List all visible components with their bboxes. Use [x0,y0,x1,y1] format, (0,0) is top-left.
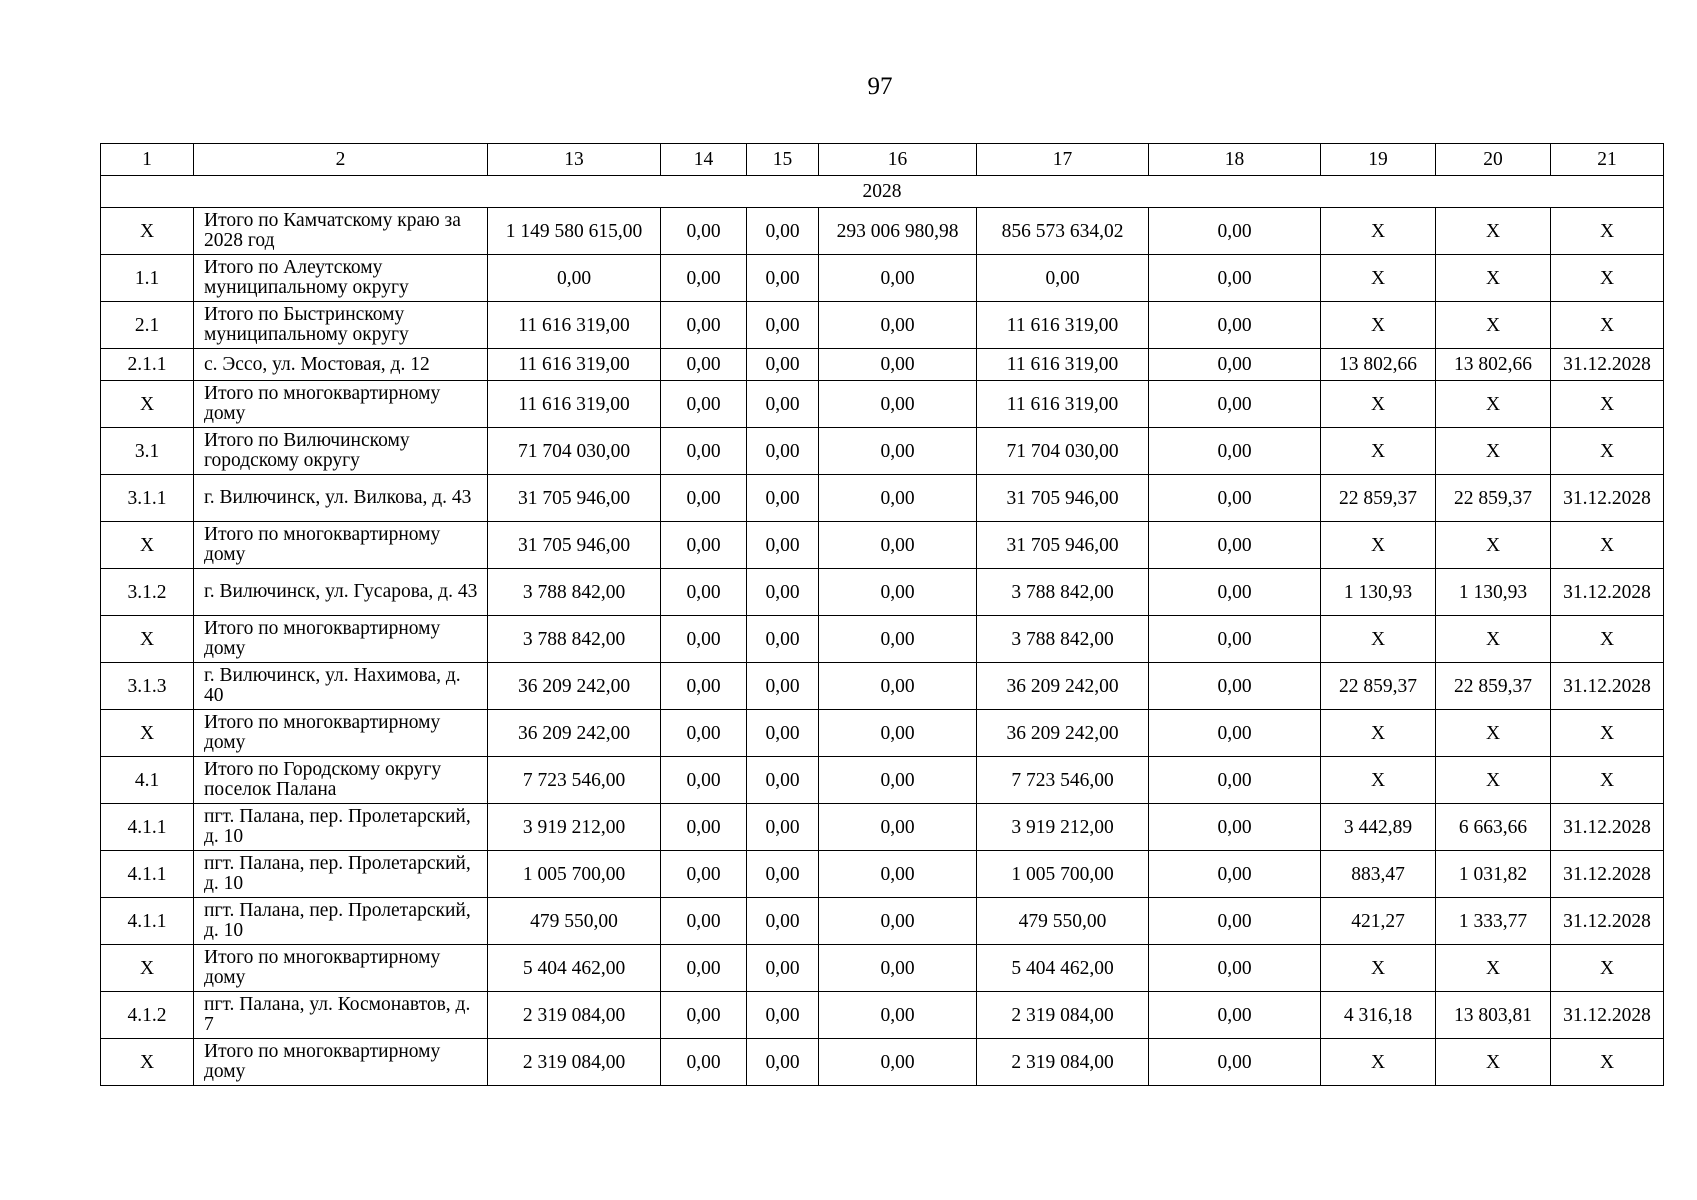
table-cell: 22 859,37 [1321,663,1436,710]
table-cell: 4 316,18 [1321,992,1436,1039]
table-cell: 0,00 [661,945,747,992]
table-cell: 11 616 319,00 [977,302,1149,349]
table-cell: 31.12.2028 [1551,475,1664,522]
name-cell: Итого по Быстринскому муниципальному округу [194,302,488,349]
table-cell: 0,00 [661,208,747,255]
table-cell: 0,00 [747,569,819,616]
table-cell: X [101,1039,194,1086]
table-cell: 0,00 [819,475,977,522]
column-header: 14 [661,144,747,176]
table-cell: 2 319 084,00 [488,992,661,1039]
table-row [101,663,1664,710]
table-cell: X [101,208,194,255]
column-header: 21 [1551,144,1664,176]
table-row [101,381,1664,428]
name-cell: Итого по многоквартирному дому [194,710,488,757]
column-header: 20 [1436,144,1551,176]
table-cell: 0,00 [747,349,819,381]
table-row [101,757,1664,804]
table-cell: 31.12.2028 [1551,569,1664,616]
table-cell: 31 705 946,00 [488,522,661,569]
table-cell: 0,00 [661,381,747,428]
table-cell: 1.1 [101,255,194,302]
table-cell: X [1436,1039,1551,1086]
table-cell: 1 031,82 [1436,851,1551,898]
table-cell: 0,00 [819,663,977,710]
name-cell: Итого по Городскому округу поселок Палана [194,757,488,804]
table-cell: X [1321,945,1436,992]
table-cell: 0,00 [661,569,747,616]
table-cell: 3 788 842,00 [488,569,661,616]
table-cell: 7 723 546,00 [977,757,1149,804]
table-cell: 0,00 [819,851,977,898]
table-cell: X [1551,522,1664,569]
name-cell: с. Эссо, ул. Мостовая, д. 12 [194,349,488,381]
table-cell: 0,00 [747,710,819,757]
table-cell: 5 404 462,00 [488,945,661,992]
table-cell: 6 663,66 [1436,804,1551,851]
table-cell: 13 803,81 [1436,992,1551,1039]
table-cell: X [1436,522,1551,569]
table-cell: X [1321,208,1436,255]
table-cell: 1 149 580 615,00 [488,208,661,255]
table-cell: 3 919 212,00 [977,804,1149,851]
table-cell: X [1551,381,1664,428]
table-cell: 3 919 212,00 [488,804,661,851]
table-cell: 1 130,93 [1436,569,1551,616]
table-cell: 1 005 700,00 [488,851,661,898]
table-row [101,898,1664,945]
column-header: 15 [747,144,819,176]
table-cell: X [1551,616,1664,663]
table-cell: 0,00 [747,616,819,663]
table-cell: 11 616 319,00 [977,381,1149,428]
table-row [101,616,1664,663]
table-cell: 0,00 [1149,945,1321,992]
table-cell: 0,00 [747,757,819,804]
table-cell: X [1436,208,1551,255]
table-cell: 22 859,37 [1436,475,1551,522]
name-cell: Итого по многоквартирному дому [194,522,488,569]
table-cell: 0,00 [819,616,977,663]
table-cell: 0,00 [819,992,977,1039]
table-cell: 0,00 [747,208,819,255]
table-cell: 31.12.2028 [1551,898,1664,945]
table-cell: 31 705 946,00 [488,475,661,522]
table-cell: 31 705 946,00 [977,475,1149,522]
table-cell: 0,00 [661,898,747,945]
name-cell: пгт. Палана, пер. Пролетарский, д. 10 [194,804,488,851]
table-cell: 13 802,66 [1321,349,1436,381]
table-cell: 883,47 [1321,851,1436,898]
table-cell: 293 006 980,98 [819,208,977,255]
table-cell: 22 859,37 [1321,475,1436,522]
table-row [101,569,1664,616]
table-cell: 421,27 [1321,898,1436,945]
table-row [101,302,1664,349]
table-cell: X [1321,428,1436,475]
name-cell: г. Вилючинск, ул. Нахимова, д. 40 [194,663,488,710]
table-cell: X [101,945,194,992]
table-cell: 36 209 242,00 [488,710,661,757]
table-cell: X [1551,302,1664,349]
table-cell: 0,00 [819,255,977,302]
table-cell: 0,00 [747,255,819,302]
table-cell: 0,00 [1149,255,1321,302]
table-cell: 2 319 084,00 [977,992,1149,1039]
table-cell: 0,00 [747,522,819,569]
name-cell: Итого по многоквартирному дому [194,1039,488,1086]
table-cell: 0,00 [661,757,747,804]
name-cell: Итого по многоквартирному дому [194,945,488,992]
table-cell: 0,00 [661,522,747,569]
column-header: 13 [488,144,661,176]
table-cell: 2 319 084,00 [977,1039,1149,1086]
name-cell: г. Вилючинск, ул. Гусарова, д. 43 [194,569,488,616]
name-cell: г. Вилючинск, ул. Вилкова, д. 43 [194,475,488,522]
table-cell: 0,00 [1149,522,1321,569]
table-cell: 0,00 [747,992,819,1039]
column-header: 1 [101,144,194,176]
table-cell: 0,00 [747,898,819,945]
table-cell: 3 788 842,00 [977,569,1149,616]
table-cell: X [1436,302,1551,349]
table-cell: 3.1.3 [101,663,194,710]
table-cell: 4.1.1 [101,851,194,898]
table-row [101,945,1664,992]
data-table [100,143,1664,1086]
table-cell: 3.1.1 [101,475,194,522]
column-header: 19 [1321,144,1436,176]
table-cell: 0,00 [819,710,977,757]
table-cell: X [1436,381,1551,428]
table-cell: 0,00 [661,851,747,898]
table-cell: 479 550,00 [977,898,1149,945]
column-header: 17 [977,144,1149,176]
table-cell: 71 704 030,00 [488,428,661,475]
table-cell: 0,00 [819,522,977,569]
table-row [101,428,1664,475]
table-cell: 11 616 319,00 [488,302,661,349]
column-header: 2 [194,144,488,176]
table-cell: X [1436,428,1551,475]
table-cell: 0,00 [747,851,819,898]
table-cell: 0,00 [1149,992,1321,1039]
table-row [101,349,1664,381]
table-cell: X [1551,208,1664,255]
column-header: 16 [819,144,977,176]
table-cell: 36 209 242,00 [977,710,1149,757]
table-cell: 0,00 [1149,851,1321,898]
table-cell: 0,00 [488,255,661,302]
table-cell: 0,00 [1149,616,1321,663]
table-cell: X [101,381,194,428]
table-cell: 0,00 [1149,208,1321,255]
name-cell: пгт. Палана, пер. Пролетарский, д. 10 [194,851,488,898]
table-cell: 5 404 462,00 [977,945,1149,992]
table-cell: 0,00 [1149,710,1321,757]
table-cell: 36 209 242,00 [488,663,661,710]
table-cell: 0,00 [819,945,977,992]
table-cell: X [1436,757,1551,804]
table-cell: 3 442,89 [1321,804,1436,851]
table-cell: 0,00 [1149,569,1321,616]
table-cell: 2 319 084,00 [488,1039,661,1086]
table-cell: 0,00 [819,898,977,945]
table-row [101,710,1664,757]
table-cell: 4.1 [101,757,194,804]
name-cell: Итого по Камчатскому краю за 2028 год [194,208,488,255]
table-cell: 0,00 [977,255,1149,302]
name-cell: пгт. Палана, пер. Пролетарский, д. 10 [194,898,488,945]
table-cell: 0,00 [1149,804,1321,851]
table-cell: 856 573 634,02 [977,208,1149,255]
page-number: 97 [867,73,893,100]
table-header [101,144,1664,176]
table-cell: X [1321,255,1436,302]
table-cell: 3.1.2 [101,569,194,616]
table-cell: 13 802,66 [1436,349,1551,381]
table-cell: X [1321,710,1436,757]
table-cell: X [1551,1039,1664,1086]
table-cell: X [1551,945,1664,992]
table-cell: 0,00 [747,302,819,349]
table-cell: 0,00 [1149,663,1321,710]
table-cell: 7 723 546,00 [488,757,661,804]
table-cell: 0,00 [747,804,819,851]
table-cell: X [1551,428,1664,475]
table-cell: X [1321,381,1436,428]
table-cell: X [1436,945,1551,992]
table-cell: 11 616 319,00 [488,381,661,428]
table-cell: 3 788 842,00 [488,616,661,663]
table-cell: 31.12.2028 [1551,663,1664,710]
table-cell: 0,00 [747,381,819,428]
table-cell: 0,00 [819,804,977,851]
table-cell: 0,00 [819,302,977,349]
table-cell: 2.1 [101,302,194,349]
table-cell: X [1321,616,1436,663]
table-cell: X [101,616,194,663]
table-cell: 31.12.2028 [1551,851,1664,898]
table-cell: 31 705 946,00 [977,522,1149,569]
table-cell: 0,00 [1149,381,1321,428]
table-body [101,176,1664,1086]
table-cell: 1 130,93 [1321,569,1436,616]
table-cell: X [1551,757,1664,804]
table-cell: 0,00 [819,569,977,616]
table-row [101,522,1664,569]
table-cell: 0,00 [1149,428,1321,475]
table-cell: 0,00 [1149,302,1321,349]
table-cell: 0,00 [747,475,819,522]
table-cell: X [1321,1039,1436,1086]
table-cell: 11 616 319,00 [488,349,661,381]
table-cell: 0,00 [661,1039,747,1086]
table-cell: X [1551,255,1664,302]
table-cell: X [1321,302,1436,349]
table-cell: 0,00 [661,349,747,381]
table-cell: 0,00 [1149,898,1321,945]
table-cell: 31.12.2028 [1551,804,1664,851]
table-row [101,255,1664,302]
table-cell: 479 550,00 [488,898,661,945]
table-cell: 0,00 [661,255,747,302]
table-cell: 0,00 [1149,1039,1321,1086]
table-cell: 0,00 [819,1039,977,1086]
table-row [101,208,1664,255]
name-cell: Итого по многоквартирному дому [194,616,488,663]
table-cell: X [1436,616,1551,663]
table-cell: 1 005 700,00 [977,851,1149,898]
table-cell: X [101,522,194,569]
table-cell: 0,00 [819,349,977,381]
name-cell: Итого по многоквартирному дому [194,381,488,428]
table-cell: 3.1 [101,428,194,475]
table-row [101,475,1664,522]
table-cell: 4.1.2 [101,992,194,1039]
table-cell: 0,00 [661,428,747,475]
year-row [101,176,1664,208]
table-cell: X [1436,710,1551,757]
name-cell: Итого по Вилючинскому городскому округу [194,428,488,475]
table-row [101,804,1664,851]
table-cell: 0,00 [661,616,747,663]
table-cell: 0,00 [661,302,747,349]
table-cell: 22 859,37 [1436,663,1551,710]
name-cell: Итого по Алеутскому муниципальному округу [194,255,488,302]
table-cell: 0,00 [747,663,819,710]
table-cell: 1 333,77 [1436,898,1551,945]
table-cell: 0,00 [661,475,747,522]
table-cell: 2.1.1 [101,349,194,381]
table-cell: X [1436,255,1551,302]
table-cell: 31.12.2028 [1551,349,1664,381]
year-label: 2028 [101,176,1664,208]
table-cell: 0,00 [661,710,747,757]
table-cell: X [1321,757,1436,804]
name-cell: пгт. Палана, ул. Космонавтов, д. 7 [194,992,488,1039]
table-cell: 0,00 [819,381,977,428]
table-cell: 0,00 [747,945,819,992]
table-cell: 4.1.1 [101,898,194,945]
table-cell: 4.1.1 [101,804,194,851]
table-cell: 31.12.2028 [1551,992,1664,1039]
table-cell: 0,00 [819,428,977,475]
table-cell: 0,00 [661,992,747,1039]
table-cell: 11 616 319,00 [977,349,1149,381]
table-cell: 3 788 842,00 [977,616,1149,663]
column-header: 18 [1149,144,1321,176]
table-cell: X [1321,522,1436,569]
table-cell: 0,00 [819,757,977,804]
table-cell: 0,00 [661,804,747,851]
table-row [101,992,1664,1039]
table-cell: 0,00 [747,428,819,475]
table-cell: X [101,710,194,757]
table-cell: X [1551,710,1664,757]
table-cell: 0,00 [747,1039,819,1086]
table-cell: 0,00 [1149,757,1321,804]
table-row [101,1039,1664,1086]
table-cell: 36 209 242,00 [977,663,1149,710]
header-row [101,144,1664,176]
table-cell: 0,00 [1149,349,1321,381]
table-cell: 0,00 [1149,475,1321,522]
table-row [101,851,1664,898]
table-cell: 71 704 030,00 [977,428,1149,475]
table-cell: 0,00 [661,663,747,710]
